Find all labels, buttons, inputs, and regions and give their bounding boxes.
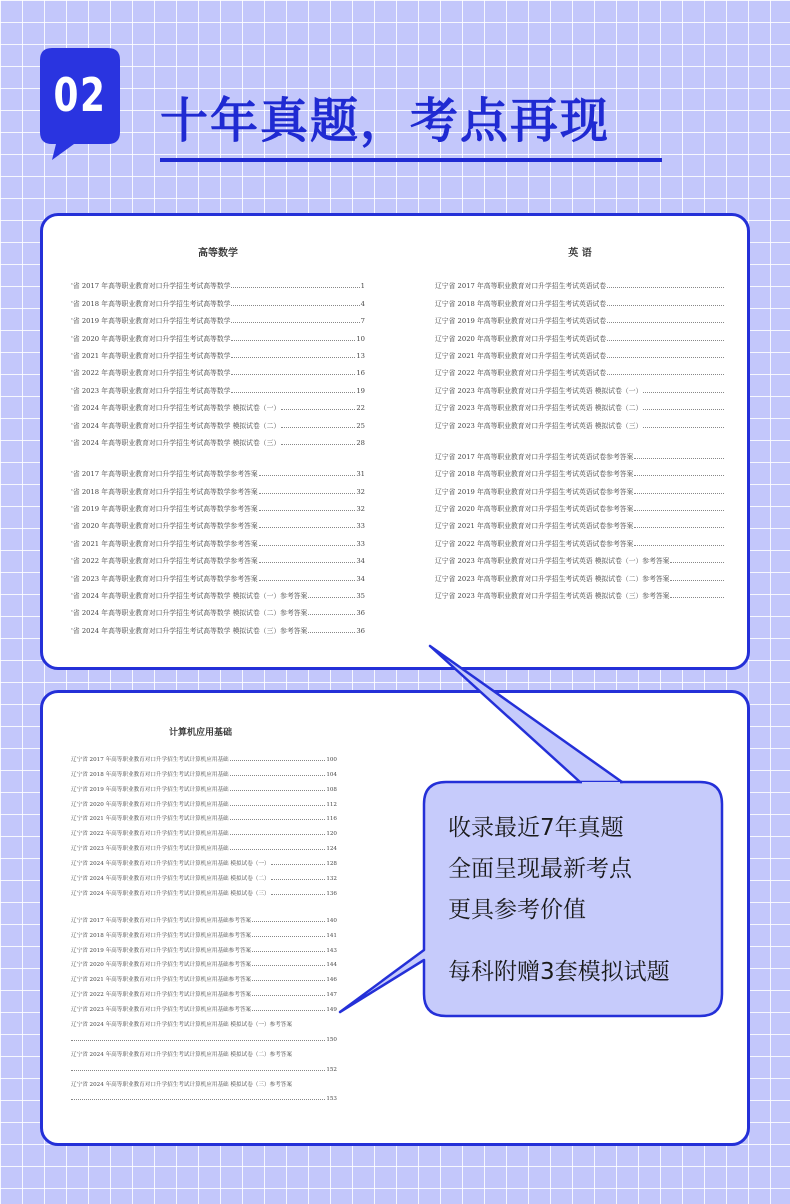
toc-page-number: 33 [356,522,365,531]
toc-page-number: 13 [356,351,365,360]
toc-entry-title: 辽宁省 2021 年高等职业教育对口升学招生考试计算机应用基础参考答案 [71,977,252,984]
toc-page-number: 7 [360,317,365,326]
toc-page-number: 33 [356,539,365,548]
toc-entry-title: '省 2021 年高等职业教育对口升学招生考试高等数学 [71,351,231,360]
toc-page-number: 22 [356,404,365,413]
page-headline: 十年真题，考点再现 [160,93,611,149]
toc-entry-title: 辽宁省 2019 年高等职业教育对口升学招生考试计算机应用基础 [71,786,229,793]
toc-page-number: 19 [356,386,365,395]
toc-entry-title: 辽宁省 2023 年高等职业教育对口升学招生考试英语 模拟试卷（二） [435,404,643,413]
toc-entry-title: 辽宁省 2023 年高等职业教育对口升学招生考试英语 模拟试卷（三） [435,421,643,430]
toc-entry-title: 辽宁省 2021 年高等职业教育对口升学招生考试英语试卷 [435,351,607,360]
toc-entry-title: 辽宁省 2020 年高等职业教育对口升学招生考试计算机应用基础参考答案 [71,962,252,969]
toc-entry-title: '省 2021 年高等职业教育对口升学招生考试高等数学参考答案 [71,539,258,548]
toc-page-number: 112 [326,801,337,808]
toc-page-number: 124 [326,846,337,853]
toc-entry-title: '省 2020 年高等职业教育对口升学招生考试高等数学 [71,334,231,343]
toc-entry-title: 辽宁省 2020 年高等职业教育对口升学招生考试英语试卷参考答案 [435,505,634,514]
toc-entry-title: 辽宁省 2024 年高等职业教育对口升学招生考试计算机应用基础 模拟试卷（三）参考答案 [71,1081,292,1088]
toc-page-number: 32 [356,505,365,514]
toc-entry-title: 辽宁省 2023 年高等职业教育对口升学招生考试英语 模拟试卷（三）参考答案 [435,592,670,601]
toc-entry-title: 辽宁省 2022 年高等职业教育对口升学招生考试英语试卷 [435,369,607,378]
toc-entry-title: '省 2022 年高等职业教育对口升学招生考试高等数学参考答案 [71,557,258,566]
toc-page-number: 132 [326,876,337,883]
toc-entry-title: '省 2024 年高等职业教育对口升学招生考试高等数学 模拟试卷（一）参考答案 [71,592,308,601]
toc-entry-title: 辽宁省 2019 年高等职业教育对口升学招生考试英语试卷参考答案 [435,487,634,496]
toc-page-number: 146 [326,977,337,984]
toc-entry-title: '省 2019 年高等职业教育对口升学招生考试高等数学 [71,317,231,326]
toc-entry-title: 辽宁省 2024 年高等职业教育对口升学招生考试计算机应用基础 模拟试卷（二）参考答案 [71,1051,292,1058]
toc-page-number: 34 [356,557,365,566]
toc-entry-title: '省 2017 年高等职业教育对口升学招生考试高等数学参考答案 [71,470,258,479]
toc-entry-title: '省 2017 年高等职业教育对口升学招生考试高等数学 [71,282,231,291]
toc-page-number: 34 [356,574,365,583]
toc-page-number: 116 [326,816,337,823]
toc-page-number: 153 [326,1096,337,1103]
toc-page-number: 147 [326,992,337,999]
math-section-title: 高等数学 [198,248,238,259]
toc-page-number: 104 [326,771,337,778]
toc-entry-title: '省 2019 年高等职业教育对口升学招生考试高等数学参考答案 [71,505,258,514]
toc-page-number: 10 [356,334,365,343]
callout-line: 全面呈现最新考点 [448,856,632,882]
toc-page-number: 28 [356,438,365,447]
badge-number: 02 [53,68,107,122]
toc-page-number: 100 [326,756,337,763]
toc-entry-title: '省 2024 年高等职业教育对口升学招生考试高等数学 模拟试卷（三）参考答案 [71,626,308,635]
toc-page-number: 31 [356,470,365,479]
toc-page-number: 25 [356,421,365,430]
toc-entry-title: 辽宁省 2017 年高等职业教育对口升学招生考试计算机应用基础 [71,756,229,763]
toc-page-number: 144 [326,962,337,969]
toc-entry-title: 辽宁省 2023 年高等职业教育对口升学招生考试英语 模拟试卷（一） [435,386,643,395]
toc-page-number: 152 [326,1066,337,1073]
toc-entry-title: 辽宁省 2017 年高等职业教育对口升学招生考试英语试卷 [435,282,607,291]
toc-entry-title: 辽宁省 2019 年高等职业教育对口升学招生考试计算机应用基础参考答案 [71,947,252,954]
toc-page-number: 136 [326,890,337,897]
toc-page-number: 140 [326,917,337,924]
toc-page-number: 128 [326,861,337,868]
toc-entry-title: '省 2023 年高等职业教育对口升学招生考试高等数学 [71,386,231,395]
callout-text [448,808,632,931]
toc-entry-title: '省 2023 年高等职业教育对口升学招生考试高等数学参考答案 [71,574,258,583]
toc-entry-title: 辽宁省 2023 年高等职业教育对口升学招生考试计算机应用基础参考答案 [71,1007,252,1014]
toc-entry-title: 辽宁省 2023 年高等职业教育对口升学招生考试英语 模拟试卷（一）参考答案 [435,557,670,566]
toc-entry-title: 辽宁省 2024 年高等职业教育对口升学招生考试计算机应用基础 模拟试卷（一）参考答案 [71,1022,292,1029]
toc-entry-title: 辽宁省 2018 年高等职业教育对口升学招生考试英语试卷参考答案 [435,470,634,479]
toc-entry-title: '省 2020 年高等职业教育对口升学招生考试高等数学参考答案 [71,522,258,531]
toc-entry-title: 辽宁省 2018 年高等职业教育对口升学招生考试计算机应用基础 [71,771,229,778]
toc-entry-title: 辽宁省 2022 年高等职业教育对口升学招生考试计算机应用基础 [71,831,229,838]
toc-entry-title: '省 2018 年高等职业教育对口升学招生考试高等数学参考答案 [71,487,258,496]
toc-page-number: 16 [356,369,365,378]
toc-page-number: 150 [326,1036,337,1043]
toc-entry-title: '省 2022 年高等职业教育对口升学招生考试高等数学 [71,369,231,378]
callout-bonus-text: 每科附赠3套模拟试题 [448,959,670,985]
toc-page-number: 143 [326,947,337,954]
toc-page-number: 4 [360,299,365,308]
toc-entry-title: '省 2024 年高等职业教育对口升学招生考试高等数学 模拟试卷（三） [71,438,281,447]
computer-section-title: 计算机应用基础 [169,728,233,738]
toc-entry-title: 辽宁省 2017 年高等职业教育对口升学招生考试英语试卷参考答案 [435,452,634,461]
toc-page-number: 32 [356,487,365,496]
callout-line: 更具参考价值 [448,897,586,923]
toc-entry-title: 辽宁省 2023 年高等职业教育对口升学招生考试英语 模拟试卷（二）参考答案 [435,574,670,583]
toc-entry-title: 辽宁省 2020 年高等职业教育对口升学招生考试英语试卷 [435,334,607,343]
toc-entry-title: 辽宁省 2022 年高等职业教育对口升学招生考试计算机应用基础参考答案 [71,992,252,999]
toc-entry-title: '省 2024 年高等职业教育对口升学招生考试高等数学 模拟试卷（一） [71,404,281,413]
toc-page-number: 108 [326,786,337,793]
toc-entry-title: 辽宁省 2024 年高等职业教育对口升学招生考试计算机应用基础 模拟试卷（一） [71,861,270,868]
toc-page-number: 141 [326,932,337,939]
toc-entry-title: 辽宁省 2020 年高等职业教育对口升学招生考试计算机应用基础 [71,801,229,808]
toc-page-number: 36 [356,626,365,635]
toc-entry-title: 辽宁省 2024 年高等职业教育对口升学招生考试计算机应用基础 模拟试卷（三） [71,890,270,897]
toc-page-number: 1 [360,282,365,291]
toc-page-number: 120 [326,831,337,838]
toc-entry-title: 辽宁省 2021 年高等职业教育对口升学招生考试计算机应用基础 [71,816,229,823]
toc-entry-title: 辽宁省 2021 年高等职业教育对口升学招生考试英语试卷参考答案 [435,522,634,531]
toc-entry-title: 辽宁省 2024 年高等职业教育对口升学招生考试计算机应用基础 模拟试卷（二） [71,876,270,883]
english-section-title: 英 语 [568,248,592,259]
toc-entry-title: '省 2024 年高等职业教育对口升学招生考试高等数学 模拟试卷（二）参考答案 [71,609,308,618]
toc-entry-title: '省 2024 年高等职业教育对口升学招生考试高等数学 模拟试卷（二） [71,421,281,430]
toc-page-number: 35 [356,592,365,601]
toc-entry-title: 辽宁省 2017 年高等职业教育对口升学招生考试计算机应用基础参考答案 [71,917,252,924]
toc-entry-title: 辽宁省 2018 年高等职业教育对口升学招生考试英语试卷 [435,299,607,308]
toc-entry-title: 辽宁省 2023 年高等职业教育对口升学招生考试计算机应用基础 [71,846,229,853]
toc-page-number: 149 [326,1007,337,1014]
callout-line: 收录最近7年真题 [448,815,624,841]
toc-entry-title: 辽宁省 2019 年高等职业教育对口升学招生考试英语试卷 [435,317,607,326]
toc-entry-title: 辽宁省 2018 年高等职业教育对口升学招生考试计算机应用基础参考答案 [71,932,252,939]
toc-entry-title: 辽宁省 2022 年高等职业教育对口升学招生考试英语试卷参考答案 [435,539,634,548]
toc-page-number: 36 [356,609,365,618]
toc-entry-title: '省 2018 年高等职业教育对口升学招生考试高等数学 [71,299,231,308]
